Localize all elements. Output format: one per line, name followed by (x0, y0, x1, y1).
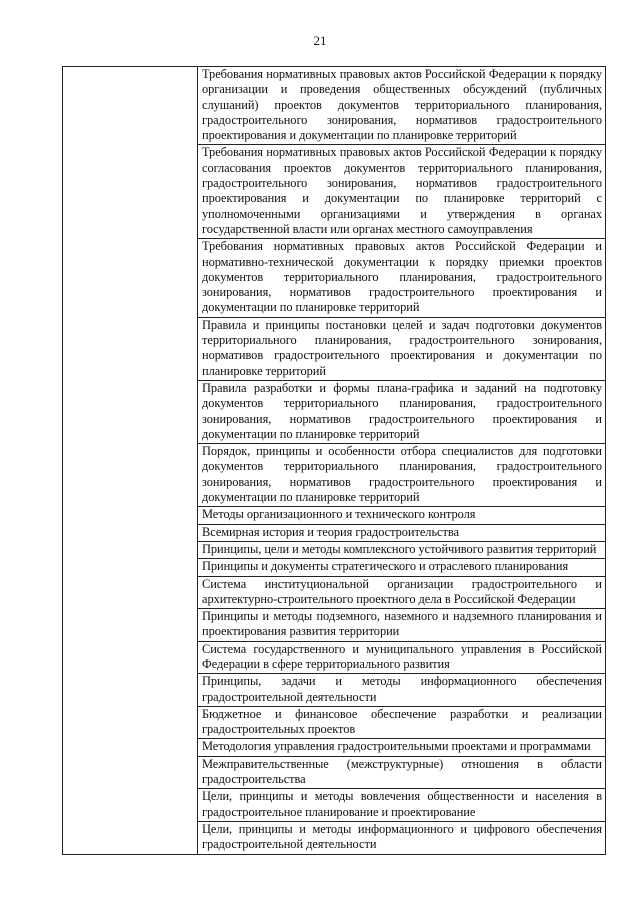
knowledge-cell (198, 789, 606, 822)
knowledge-item-text: Методы организационного и технического контроля (202, 507, 476, 522)
knowledge-item-text: Требования нормативных правовых актов Российской Федерации и нормативно-технической документации к порядку приемки проектов документов территориального планирования, градостроительного зонирования, нормативов градостроительного проектирования и документации по планировке территорий (202, 239, 602, 315)
knowledge-item-text: Принципы, цели и методы комплексного устойчивого развития территорий (202, 541, 597, 556)
function-column-cell (63, 67, 198, 855)
knowledge-cell (198, 524, 606, 541)
knowledge-cell (198, 576, 606, 609)
knowledge-item-text: Принципы и методы подземного, наземного и надземного планирования и проектирования развития территории (202, 609, 602, 639)
knowledge-cell (198, 317, 606, 380)
knowledge-cell (198, 67, 606, 145)
knowledge-item-text: Система государственного и муниципального управления в Российской Федерации в сфере территориального развития (202, 641, 602, 671)
knowledge-item-text: Бюджетное и финансовое обеспечение разработки и реализации градостроительных проектов (202, 706, 602, 737)
knowledge-item-text: Принципы, задачи и методы информационного обеспечения градостроительной деятельности (202, 674, 602, 704)
table-body (63, 67, 606, 855)
knowledge-item-text: Цели, принципы и методы вовлечения общественности и населения в градостроительное планирование и проектирование (202, 789, 602, 819)
knowledge-cell (198, 541, 606, 558)
knowledge-item-text: Порядок, принципы и особенности отбора специалистов для подготовки документов территориального планирования, градостроительного зонирования, нормативов градостроительного проектирования и документации по планировке территорий (202, 444, 602, 505)
knowledge-cell (198, 444, 606, 507)
knowledge-item-text: Всемирная история и теория градостроительства (202, 524, 459, 539)
knowledge-item-text: Правила и принципы постановки целей и задач подготовки документов территориального планирования, градостроительного зонирования, нормативов градостроительного проектирования и документации по планировке территорий (202, 317, 602, 378)
knowledge-cell (198, 821, 606, 854)
knowledge-cell (198, 739, 606, 756)
page-number: 21 (313, 33, 327, 48)
knowledge-cell (198, 674, 606, 707)
knowledge-item-text: Межправительственные (межструктурные) отношения в области градостроительства (202, 756, 602, 787)
knowledge-item-text: Требования нормативных правовых актов Российской Федерации к порядку согласования проектов документов территориального планирования, градостроительного зонирования, нормативов градостроительного проектирования и документации по планировке территорий с уполномоченными организациями и утверждения в органах государственной власти или органах местного самоуправления (202, 145, 602, 236)
knowledge-item-text: Цели, принципы и методы информационного и цифрового обеспечения градостроительной деятельности (202, 821, 602, 852)
knowledge-cell (198, 559, 606, 576)
knowledge-cell (198, 239, 606, 317)
knowledge-cell (198, 609, 606, 642)
requirements-table (62, 66, 606, 855)
knowledge-item-text: Правила разработки и формы плана-графика и заданий на подготовку документов территориального планирования, градостроительного зонирования, нормативов градостроительного проектирования и документации по планировке территорий (202, 380, 602, 441)
knowledge-cell (198, 706, 606, 739)
knowledge-item-text: Методология управления градостроительными проектами и программами (202, 739, 591, 754)
knowledge-cell (198, 641, 606, 674)
knowledge-cell (198, 145, 606, 239)
knowledge-item-text: Система институциональной организации градостроительного и архитектурно-строительного проектного дела в Российской Федерации (202, 576, 602, 606)
knowledge-cell (198, 380, 606, 443)
table-row (63, 67, 606, 145)
knowledge-item-text: Принципы и документы стратегического и отраслевого планирования (202, 559, 569, 574)
knowledge-cell (198, 507, 606, 524)
knowledge-item-text: Требования нормативных правовых актов Российской Федерации к порядку организации и проведения общественных обсуждений (публичных слушаний) проектов документов территориального планирования, градостроительного зонирования, нормативов градостроительного проектирования и документации по планировке территорий (202, 67, 602, 143)
knowledge-cell (198, 756, 606, 789)
